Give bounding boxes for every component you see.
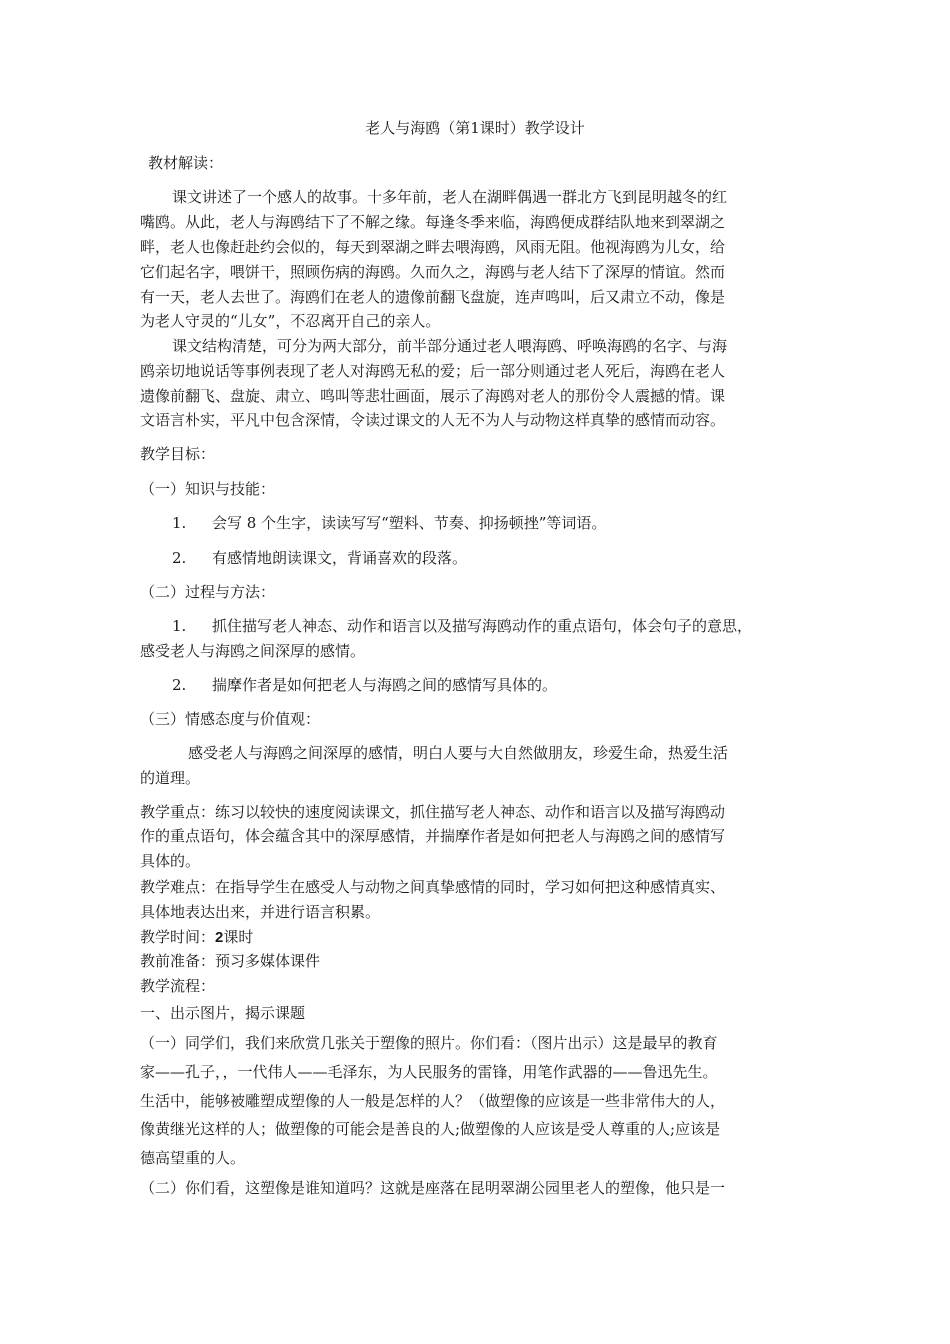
goals-sub2-item-cont: 感受老人与海鸥之间深厚的感情。	[140, 642, 366, 660]
teaching-time	[140, 927, 253, 948]
goals-sub3-heading: （三）情感态度与价值观：	[140, 710, 321, 728]
document-title: 老人与海鸥（第1课时）教学设计	[365, 119, 585, 137]
list-text: 抓住描写老人神态、动作和语言以及描写海鸥动作的重点语句，体会句子的意思，	[212, 617, 753, 635]
flow-part1-line: 德高望重的人。	[140, 1149, 246, 1167]
material-para1-line: 有一天，老人去世了。海鸥们在老人的遗像前翻飞盘旋，连声鸣叫，后又肃立不动，像是	[140, 288, 726, 306]
flow-part1-line: 家——孔子，，一代伟人——毛泽东，为人民服务的雷锋，用笔作武器的——鲁迅先生。	[140, 1063, 718, 1081]
list-text: 会写 8 个生字，读读写写“塑料、节奏、抑扬顿挫”等词语。	[212, 514, 607, 532]
difficulties-line: 教学难点：在指导学生在感受人与动物之间真挚感情的同时，学习如何把这种感情真实、	[140, 878, 726, 896]
material-para1-line: 它们起名字，喂饼干，照顾伤病的海鸥。久而久之，海鸥与老人结下了深厚的情谊。然而	[140, 263, 726, 281]
flow-part1-line: 像黄继光这样的人；做塑像的可能会是善良的人;做塑像的人应该是受人尊重的人;应该是	[140, 1120, 721, 1138]
material-para2-line: 文语言朴实，平凡中包含深情，令读过课文的人无不为人与动物这样真挚的感情而动容。	[140, 411, 726, 429]
list-text: 有感情地朗读课文，背诵喜欢的段落。	[212, 549, 468, 567]
material-para1-line: 畔，老人也像赶赴约会似的，每天到翠湖之畔去喂海鸥，风雨无阻。他视海鸥为儿女，给	[140, 238, 726, 256]
material-heading: 教材解读：	[148, 154, 224, 172]
time-value: 2	[215, 929, 224, 946]
goals-heading: 教学目标：	[140, 445, 216, 463]
flow-part1-line: 生活中，能够被雕塑成塑像的人一般是怎样的人？（做塑像的应该是一些非常伟大的人，	[140, 1092, 726, 1110]
flow-heading: 教学流程：	[140, 977, 216, 995]
flow-part2-line: （二）你们看，这塑像是谁知道吗？这就是座落在昆明翠湖公园里老人的塑像，他只是一	[140, 1179, 726, 1197]
goals-sub3-line: 的道理。	[140, 769, 201, 787]
material-para2-line: 课文结构清楚，可分为两大部分，前半部分通过老人喂海鸥、呼唤海鸥的名字、与海	[172, 337, 728, 355]
flow-part1-line: （一）同学们，我们来欣赏几张关于塑像的照片。你们看：（图片出示）这是最早的教育	[140, 1034, 718, 1052]
material-para2-line: 鸥亲切地说话等事例表现了老人对海鸥无私的爱；后一部分则通过老人死后，海鸥在老人	[140, 362, 726, 380]
list-number: 1.	[172, 617, 187, 635]
list-text: 揣摩作者是如何把老人与海鸥之间的感情写具体的。	[212, 676, 558, 694]
material-para1-line: 课文讲述了一个感人的故事。十多年前，老人在湖畔偶遇一群北方飞到昆明越冬的红	[172, 188, 728, 206]
goals-sub1-heading: （一）知识与技能：	[140, 480, 276, 498]
goals-sub2-item	[172, 675, 557, 695]
material-para1-line: 为老人守灵的“儿女”，不忍离开自己的亲人。	[140, 312, 441, 330]
goals-sub1-item	[172, 548, 467, 568]
goals-sub3-line: 感受老人与海鸥之间深厚的感情，明白人要与大自然做朋友，珍爱生命，热爱生活	[188, 744, 729, 762]
difficulties-line: 具体地表达出来，并进行语言积累。	[140, 903, 381, 921]
list-number: 2.	[172, 676, 187, 694]
time-unit: 课时	[223, 928, 254, 946]
teaching-prep: 教前准备：预习多媒体课件	[140, 952, 321, 970]
key-points-line: 具体的。	[140, 852, 201, 870]
goals-sub2-item	[172, 616, 752, 636]
list-number: 2.	[172, 549, 187, 567]
key-points-line: 作的重点语句，体会蕴含其中的深厚感情，并揣摩作者是如何把老人与海鸥之间的感情写	[140, 827, 726, 845]
flow-step-heading: 一、出示图片，揭示课题	[140, 1004, 306, 1022]
list-number: 1.	[172, 514, 187, 532]
material-para2-line: 遗像前翻飞、盘旋、肃立、鸣叫等悲壮画面，展示了海鸥对老人的那份令人震撼的情。课	[140, 387, 726, 405]
time-label: 教学时间：	[140, 928, 216, 946]
material-para1-line: 嘴鸥。从此，老人与海鸥结下了不解之缘。每逢冬季来临，海鸥便成群结队地来到翠湖之	[140, 213, 726, 231]
key-points-line: 教学重点：练习以较快的速度阅读课文，抓住描写老人神态、动作和语言以及描写海鸥动	[140, 803, 726, 821]
goals-sub1-item	[172, 513, 606, 533]
goals-sub2-heading: （二）过程与方法：	[140, 583, 276, 601]
